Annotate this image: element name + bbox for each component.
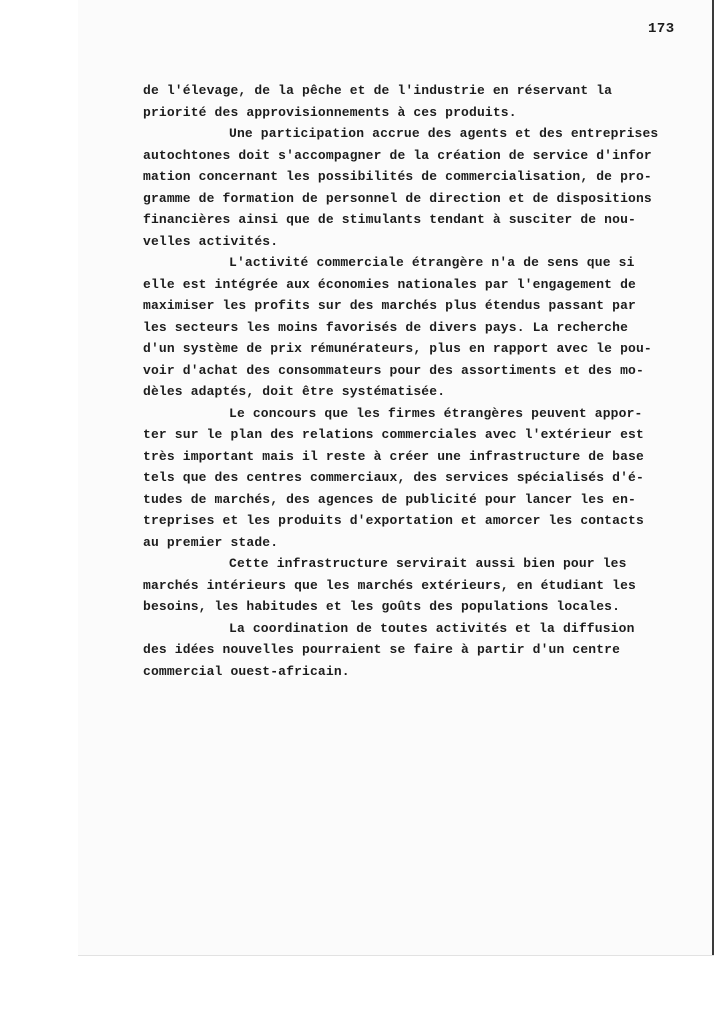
text-line: tels que des centres commerciaux, des services spécialisés d'é- (143, 470, 644, 485)
text-line: tudes de marchés, des agences de publicité pour lancer les en- (143, 491, 636, 507)
text-line: La coordination de toutes activités et la diffusion (229, 620, 635, 636)
text-line: dèles adaptés, doit être systématisée. (143, 384, 446, 399)
text-line: voir d'achat des consommateurs pour des assortiments et des mo- (143, 362, 644, 378)
text-line: Une participation accrue des agents et des entreprises (229, 126, 659, 141)
paragraph-1 (143, 80, 713, 123)
text-line: ter sur le plan des relations commerciales avec l'extérieur est (143, 427, 644, 442)
paragraph-3 (143, 252, 713, 403)
page-edge-bottom (78, 955, 714, 956)
text-line: velles activités. (143, 233, 279, 249)
text-line: autochtones doit s'accompagner de la création de service d'infor (143, 147, 652, 163)
text-line: Cette infrastructure servirait aussi bien pour les (229, 556, 627, 571)
text-line: marchés intérieurs que les marchés extérieurs, en étudiant les (143, 577, 636, 593)
text-line: elle est intégrée aux économies nationales par l'engagement de (143, 276, 636, 292)
text-line: mation concernant les possibilités de commercialisation, de pro- (143, 169, 652, 184)
paragraph-2 (143, 123, 713, 252)
paragraph-6 (143, 618, 713, 683)
text-line: besoins, les habitudes et les goûts des populations locales. (143, 599, 621, 614)
text-line: de l'élevage, de la pêche et de l'industrie en réservant la (143, 83, 613, 98)
text-line: treprises et les produits d'exportation et amorcer les contacts (143, 513, 644, 528)
page-number: 173 (648, 21, 675, 37)
text-line: au premier stade. (143, 534, 279, 550)
paragraph-4 (143, 403, 713, 554)
text-line: Le concours que les firmes étrangères peuvent appor- (229, 405, 643, 421)
text-line: commercial ouest-africain. (143, 663, 350, 679)
text-line: L'activité commerciale étrangère n'a de sens que si (229, 255, 635, 270)
text-line: les secteurs les moins favorisés de divers pays. La recherche (143, 319, 629, 335)
text-line: priorité des approvisionnements à ces produits. (143, 104, 517, 120)
document-body (143, 80, 713, 682)
text-line: d'un système de prix rémunérateurs, plus en rapport avec le pou- (143, 341, 652, 356)
paragraph-5 (143, 553, 713, 618)
text-line: gramme de formation de personnel de direction et de dispositions (143, 190, 652, 206)
text-line: très important mais il reste à créer une infrastructure de base (143, 448, 644, 464)
text-line: financières ainsi que de stimulants tendant à susciter de nou- (143, 212, 636, 227)
text-line: maximiser les profits sur des marchés plus étendus passant par (143, 298, 636, 313)
text-line: des idées nouvelles pourraient se faire à partir d'un centre (143, 642, 621, 657)
